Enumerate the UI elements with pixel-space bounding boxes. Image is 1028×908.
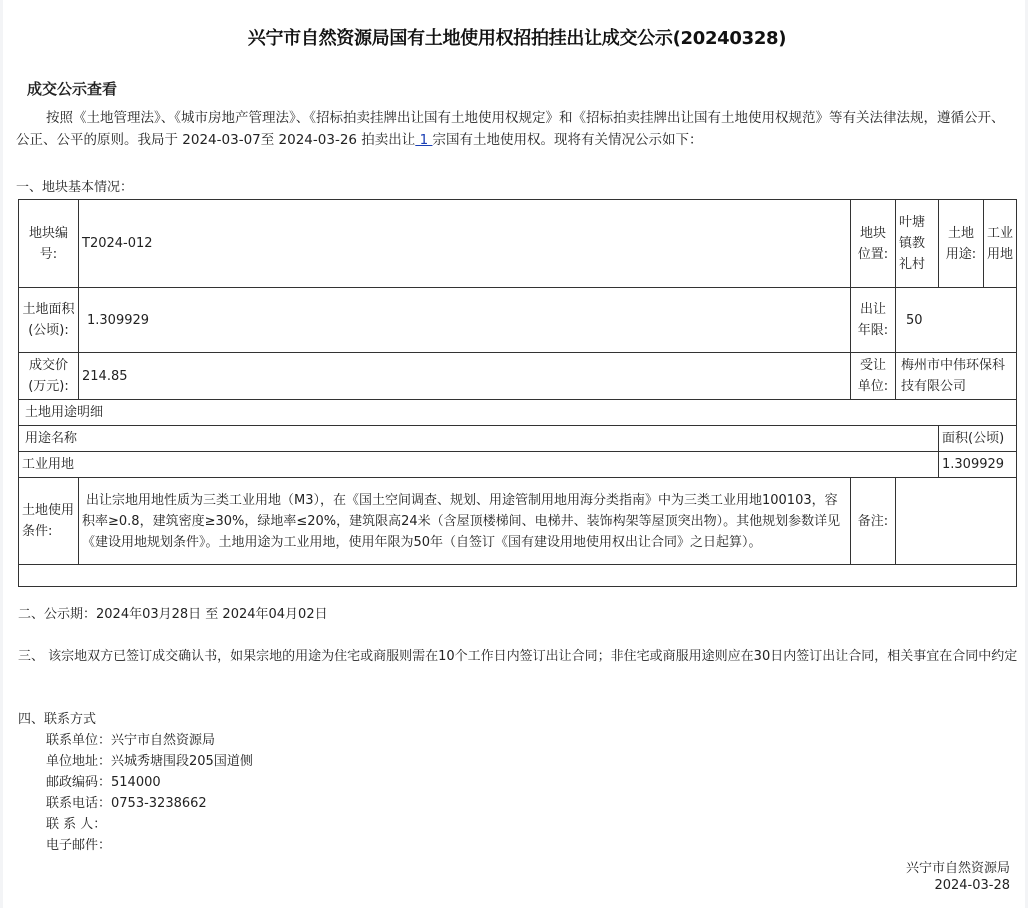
page-subtitle: 成交公示查看	[27, 80, 118, 98]
contact-postcode-value: 514000	[111, 775, 161, 790]
contact-address	[46, 752, 253, 772]
section2-publicity-period: 二、公示期：2024年03月28日 至 2024年04月02日	[18, 607, 328, 622]
use-detail-heading: 土地用途明细	[19, 400, 1017, 426]
remarks-value	[896, 478, 1017, 565]
use-label: 土地用途:	[939, 200, 984, 288]
contact-phone-label: 联系电话：	[46, 796, 112, 811]
term-label: 出让年限:	[851, 288, 896, 353]
table-row	[19, 288, 1017, 353]
use-name-cell: 工业用地	[19, 452, 939, 478]
area-value: 1.309929	[79, 288, 851, 353]
section4-heading: 四、联系方式	[18, 712, 97, 727]
parcel-count-link[interactable]: 1	[415, 132, 433, 148]
contact-address-value: 兴城秀塘围段205国道侧	[111, 754, 253, 769]
table-row	[19, 426, 1017, 452]
table-row	[19, 452, 1017, 478]
contact-address-label: 单位地址：	[46, 754, 112, 769]
remarks-label: 备注:	[851, 478, 896, 565]
signature-date: 2024-03-28	[934, 878, 1010, 893]
contact-postcode-label: 邮政编码：	[46, 775, 112, 790]
table-row	[19, 565, 1017, 587]
contact-phone-value: 0753-3238662	[111, 796, 207, 811]
section3-contract-note: 三、 该宗地双方已签订成交确认书，如果宗地的用途为住宅或商服则需在10个工作日内签订出让合同；非住宅或商服用途则应在30日内签订出让合同，相关事宜在合同中约定	[18, 649, 1018, 664]
parcel-no-value: T2024-012	[79, 200, 851, 288]
term-value: 50	[896, 288, 1017, 353]
contact-org-value: 兴宁市自然资源局	[111, 733, 216, 748]
empty-row	[19, 565, 1017, 587]
contact-email-label: 电子邮件：	[46, 838, 112, 853]
price-value: 214.85	[79, 353, 851, 400]
announcement-page	[3, 0, 1025, 908]
parcel-no-label: 地块编号:	[19, 200, 79, 288]
contact-org	[46, 731, 215, 751]
conditions-value: 出让宗地用地性质为三类工业用地（M3），在《国土空间调查、规划、用途管制用地用海分类指南》中为三类工业用地100103，容积率≥0.8，建筑密度≥30%，绿地率≤20%，建筑限高24米（含屋顶楼梯间、电梯井、装饰构架等屋顶突出物）。其他规划参数详见《建设用地规划条件》。土地用途为工业用地，使用年限为50年（自签订《国有建设用地使用权出让合同》之日起算）。	[79, 478, 851, 565]
table-row	[19, 478, 1017, 565]
contact-person	[46, 815, 106, 835]
signature-org: 兴宁市自然资源局	[905, 861, 1010, 876]
area-label: 土地面积(公顷):	[19, 288, 79, 353]
contact-org-label: 联系单位：	[46, 733, 112, 748]
contact-postcode	[46, 773, 161, 793]
page-title: 兴宁市自然资源局国有土地使用权招拍挂出让成交公示(20240328)	[247, 28, 787, 49]
table-row	[19, 353, 1017, 400]
intro-text-end: 宗国有土地使用权。现将有关情况公示如下：	[432, 132, 703, 148]
contact-person-label: 联 系 人：	[46, 817, 107, 832]
section1-heading: 一、地块基本情况：	[16, 180, 134, 195]
intro-paragraph	[16, 107, 1016, 151]
contact-phone	[46, 794, 207, 814]
intro-text: 按照《土地管理法》、《城市房地产管理法》、《招标拍卖挂牌出让国有土地使用权规定》和《招标拍卖挂牌出让国有土地使用权规范》等有关法律法规，遵循公开、公正、公平的原则。我局于 2024-03-07至 2024-03-26 拍卖出让	[16, 110, 1005, 148]
use-area-cell: 1.309929	[939, 452, 1017, 478]
table-row	[19, 400, 1017, 426]
use-area-header: 面积(公顷)	[939, 426, 1017, 452]
location-value: 叶塘镇教礼村	[896, 200, 939, 288]
buyer-label: 受让单位:	[851, 353, 896, 400]
contact-email	[46, 836, 111, 856]
conditions-label: 土地使用条件:	[19, 478, 79, 565]
buyer-value: 梅州市中伟环保科技有限公司	[896, 353, 1017, 400]
parcel-info-table	[18, 199, 1017, 587]
use-name-header: 用途名称	[19, 426, 939, 452]
table-row	[19, 200, 1017, 288]
location-label: 地块位置:	[851, 200, 896, 288]
price-label: 成交价(万元):	[19, 353, 79, 400]
use-value: 工业用地	[984, 200, 1017, 288]
